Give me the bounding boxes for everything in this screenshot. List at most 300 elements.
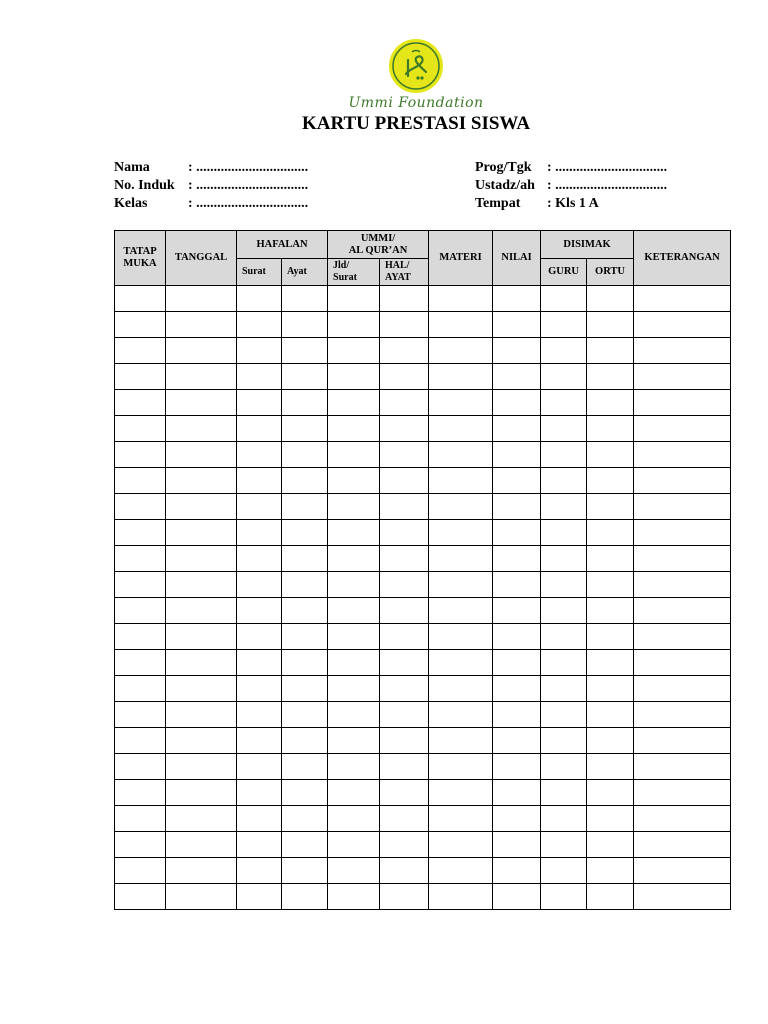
cell-materi[interactable]	[429, 728, 493, 754]
cell-tatap-muka[interactable]	[115, 884, 166, 910]
cell-keterangan[interactable]	[634, 754, 731, 780]
cell-ortu[interactable]	[587, 442, 634, 468]
cell-ortu[interactable]	[587, 754, 634, 780]
cell-guru[interactable]	[541, 416, 587, 442]
cell-ayat[interactable]	[282, 884, 328, 910]
table-row	[115, 520, 731, 546]
cell-tanggal[interactable]	[166, 806, 237, 832]
info-row-ustadz	[475, 177, 667, 195]
cell-materi[interactable]	[429, 624, 493, 650]
cell-jld-surat[interactable]	[328, 650, 380, 676]
cell-ayat[interactable]	[282, 572, 328, 598]
cell-tanggal[interactable]	[166, 728, 237, 754]
cell-nilai[interactable]	[493, 442, 541, 468]
cell-materi[interactable]	[429, 650, 493, 676]
cell-keterangan[interactable]	[634, 650, 731, 676]
cell-nilai[interactable]	[493, 806, 541, 832]
cell-jld-surat[interactable]	[328, 390, 380, 416]
table-row	[115, 416, 731, 442]
cell-jld-surat[interactable]	[328, 312, 380, 338]
cell-keterangan[interactable]	[634, 416, 731, 442]
table-row	[115, 442, 731, 468]
header-guru: GURU	[541, 259, 587, 286]
cell-hal-ayat[interactable]	[380, 780, 429, 806]
cell-tanggal[interactable]	[166, 858, 237, 884]
cell-keterangan[interactable]	[634, 286, 731, 312]
cell-keterangan[interactable]	[634, 598, 731, 624]
cell-surat[interactable]	[237, 780, 282, 806]
cell-nilai[interactable]	[493, 494, 541, 520]
cell-surat[interactable]	[237, 572, 282, 598]
header-hal-ayat	[380, 259, 429, 286]
cell-hal-ayat[interactable]	[380, 832, 429, 858]
table-body	[115, 286, 731, 910]
cell-nilai[interactable]	[493, 338, 541, 364]
cell-nilai[interactable]	[493, 650, 541, 676]
cell-ortu[interactable]	[587, 728, 634, 754]
cell-nilai[interactable]	[493, 624, 541, 650]
cell-guru[interactable]	[541, 520, 587, 546]
info-row-nama	[114, 159, 308, 177]
cell-guru[interactable]	[541, 286, 587, 312]
cell-ortu[interactable]	[587, 598, 634, 624]
cell-tatap-muka[interactable]	[115, 416, 166, 442]
cell-surat[interactable]	[237, 650, 282, 676]
cell-materi[interactable]	[429, 468, 493, 494]
cell-guru[interactable]	[541, 832, 587, 858]
cell-keterangan[interactable]	[634, 702, 731, 728]
cell-tatap-muka[interactable]	[115, 806, 166, 832]
cell-ayat[interactable]	[282, 702, 328, 728]
header-ummi-alquran	[328, 231, 429, 259]
cell-guru[interactable]	[541, 650, 587, 676]
cell-ortu[interactable]	[587, 650, 634, 676]
cell-tatap-muka[interactable]	[115, 702, 166, 728]
cell-nilai[interactable]	[493, 832, 541, 858]
brand-name: Ummi Foundation	[348, 95, 484, 111]
cell-hal-ayat[interactable]	[380, 442, 429, 468]
table-row	[115, 598, 731, 624]
cell-materi[interactable]	[429, 884, 493, 910]
header-materi: MATERI	[429, 231, 493, 286]
cell-keterangan[interactable]	[634, 728, 731, 754]
cell-nilai[interactable]	[493, 598, 541, 624]
cell-ortu[interactable]	[587, 364, 634, 390]
cell-tanggal[interactable]	[166, 884, 237, 910]
cell-keterangan[interactable]	[634, 468, 731, 494]
cell-tatap-muka[interactable]	[115, 572, 166, 598]
value-prog-tgk: : ................................	[547, 160, 668, 175]
cell-tanggal[interactable]	[166, 624, 237, 650]
cell-materi[interactable]	[429, 780, 493, 806]
cell-materi[interactable]	[429, 520, 493, 546]
cell-nilai[interactable]	[493, 702, 541, 728]
cell-keterangan[interactable]	[634, 884, 731, 910]
cell-tatap-muka[interactable]	[115, 624, 166, 650]
cell-surat[interactable]	[237, 390, 282, 416]
cell-tanggal[interactable]	[166, 494, 237, 520]
cell-hal-ayat[interactable]	[380, 468, 429, 494]
cell-materi[interactable]	[429, 546, 493, 572]
cell-guru[interactable]	[541, 546, 587, 572]
cell-guru[interactable]	[541, 702, 587, 728]
cell-surat[interactable]	[237, 754, 282, 780]
cell-surat[interactable]	[237, 728, 282, 754]
cell-tanggal[interactable]	[166, 416, 237, 442]
cell-nilai[interactable]	[493, 546, 541, 572]
cell-ortu[interactable]	[587, 338, 634, 364]
cell-nilai[interactable]	[493, 884, 541, 910]
cell-tatap-muka[interactable]	[115, 650, 166, 676]
cell-hal-ayat[interactable]	[380, 650, 429, 676]
cell-nilai[interactable]	[493, 754, 541, 780]
header-surat: Surat	[237, 259, 282, 286]
cell-hal-ayat[interactable]	[380, 338, 429, 364]
table-row	[115, 650, 731, 676]
cell-materi[interactable]	[429, 832, 493, 858]
cell-tanggal[interactable]	[166, 572, 237, 598]
cell-nilai[interactable]	[493, 364, 541, 390]
cell-nilai[interactable]	[493, 520, 541, 546]
cell-jld-surat[interactable]	[328, 702, 380, 728]
cell-hal-ayat[interactable]	[380, 598, 429, 624]
cell-tatap-muka[interactable]	[115, 364, 166, 390]
cell-guru[interactable]	[541, 598, 587, 624]
cell-ayat[interactable]	[282, 728, 328, 754]
cell-tanggal[interactable]	[166, 390, 237, 416]
cell-tatap-muka[interactable]	[115, 780, 166, 806]
cell-jld-surat[interactable]	[328, 598, 380, 624]
label-kelas: Kelas	[114, 196, 148, 211]
cell-nilai[interactable]	[493, 780, 541, 806]
cell-guru[interactable]	[541, 442, 587, 468]
cell-ortu[interactable]	[587, 390, 634, 416]
cell-nilai[interactable]	[493, 468, 541, 494]
header-jld: Jld/	[333, 260, 350, 271]
cell-ayat[interactable]	[282, 650, 328, 676]
cell-tanggal[interactable]	[166, 312, 237, 338]
cell-ortu[interactable]	[587, 780, 634, 806]
cell-tatap-muka[interactable]	[115, 338, 166, 364]
cell-materi[interactable]	[429, 702, 493, 728]
cell-ortu[interactable]	[587, 312, 634, 338]
cell-tatap-muka[interactable]	[115, 546, 166, 572]
cell-materi[interactable]	[429, 754, 493, 780]
table-row	[115, 624, 731, 650]
cell-surat[interactable]	[237, 884, 282, 910]
cell-guru[interactable]	[541, 858, 587, 884]
cell-tanggal[interactable]	[166, 520, 237, 546]
cell-ayat[interactable]	[282, 364, 328, 390]
cell-keterangan[interactable]	[634, 806, 731, 832]
cell-materi[interactable]	[429, 676, 493, 702]
cell-tatap-muka[interactable]	[115, 390, 166, 416]
table-row	[115, 806, 731, 832]
cell-ayat[interactable]	[282, 390, 328, 416]
cell-hal-ayat[interactable]	[380, 520, 429, 546]
cell-hal-ayat[interactable]	[380, 858, 429, 884]
cell-jld-surat[interactable]	[328, 780, 380, 806]
cell-jld-surat[interactable]	[328, 468, 380, 494]
info-row-no-induk	[114, 177, 308, 195]
table-row	[115, 286, 731, 312]
cell-ayat[interactable]	[282, 754, 328, 780]
cell-jld-surat[interactable]	[328, 754, 380, 780]
cell-tatap-muka[interactable]	[115, 728, 166, 754]
cell-surat[interactable]	[237, 286, 282, 312]
cell-ayat[interactable]	[282, 312, 328, 338]
cell-ortu[interactable]	[587, 286, 634, 312]
cell-jld-surat[interactable]	[328, 494, 380, 520]
cell-jld-surat[interactable]	[328, 806, 380, 832]
cell-tatap-muka[interactable]	[115, 832, 166, 858]
cell-hal-ayat[interactable]	[380, 390, 429, 416]
cell-ayat[interactable]	[282, 546, 328, 572]
cell-keterangan[interactable]	[634, 390, 731, 416]
cell-keterangan[interactable]	[634, 546, 731, 572]
cell-materi[interactable]	[429, 390, 493, 416]
cell-guru[interactable]	[541, 676, 587, 702]
header-hal: HAL/	[385, 260, 410, 271]
cell-jld-surat[interactable]	[328, 546, 380, 572]
cell-tanggal[interactable]	[166, 676, 237, 702]
cell-nilai[interactable]	[493, 858, 541, 884]
cell-ortu[interactable]	[587, 546, 634, 572]
cell-keterangan[interactable]	[634, 312, 731, 338]
cell-ortu[interactable]	[587, 858, 634, 884]
cell-materi[interactable]	[429, 286, 493, 312]
cell-tanggal[interactable]	[166, 754, 237, 780]
cell-hal-ayat[interactable]	[380, 806, 429, 832]
cell-hal-ayat[interactable]	[380, 546, 429, 572]
cell-keterangan[interactable]	[634, 520, 731, 546]
cell-ayat[interactable]	[282, 520, 328, 546]
cell-ayat[interactable]	[282, 416, 328, 442]
cell-jld-surat[interactable]	[328, 858, 380, 884]
cell-ayat[interactable]	[282, 780, 328, 806]
cell-hal-ayat[interactable]	[380, 676, 429, 702]
cell-tanggal[interactable]	[166, 832, 237, 858]
cell-jld-surat[interactable]	[328, 832, 380, 858]
cell-materi[interactable]	[429, 312, 493, 338]
cell-ayat[interactable]	[282, 338, 328, 364]
cell-tatap-muka[interactable]	[115, 676, 166, 702]
cell-surat[interactable]	[237, 416, 282, 442]
cell-jld-surat[interactable]	[328, 286, 380, 312]
cell-tatap-muka[interactable]	[115, 754, 166, 780]
cell-jld-surat[interactable]	[328, 364, 380, 390]
cell-ortu[interactable]	[587, 468, 634, 494]
cell-keterangan[interactable]	[634, 364, 731, 390]
cell-jld-surat[interactable]	[328, 520, 380, 546]
cell-surat[interactable]	[237, 312, 282, 338]
table-row	[115, 390, 731, 416]
cell-surat[interactable]	[237, 858, 282, 884]
cell-keterangan[interactable]	[634, 624, 731, 650]
cell-ayat[interactable]	[282, 676, 328, 702]
cell-nilai[interactable]	[493, 390, 541, 416]
cell-hal-ayat[interactable]	[380, 312, 429, 338]
cell-jld-surat[interactable]	[328, 442, 380, 468]
cell-materi[interactable]	[429, 806, 493, 832]
cell-surat[interactable]	[237, 494, 282, 520]
cell-ortu[interactable]	[587, 806, 634, 832]
cell-jld-surat[interactable]	[328, 624, 380, 650]
cell-ortu[interactable]	[587, 676, 634, 702]
cell-hal-ayat[interactable]	[380, 572, 429, 598]
cell-keterangan[interactable]	[634, 494, 731, 520]
cell-materi[interactable]	[429, 598, 493, 624]
cell-tatap-muka[interactable]	[115, 468, 166, 494]
cell-surat[interactable]	[237, 624, 282, 650]
cell-hal-ayat[interactable]	[380, 286, 429, 312]
cell-surat[interactable]	[237, 676, 282, 702]
cell-jld-surat[interactable]	[328, 572, 380, 598]
cell-keterangan[interactable]	[634, 858, 731, 884]
cell-surat[interactable]	[237, 598, 282, 624]
cell-surat[interactable]	[237, 468, 282, 494]
cell-tanggal[interactable]	[166, 650, 237, 676]
label-tempat: Tempat	[475, 196, 521, 211]
cell-tatap-muka[interactable]	[115, 858, 166, 884]
cell-hal-ayat[interactable]	[380, 884, 429, 910]
cell-keterangan[interactable]	[634, 832, 731, 858]
cell-ayat[interactable]	[282, 598, 328, 624]
cell-ortu[interactable]	[587, 702, 634, 728]
cell-guru[interactable]	[541, 728, 587, 754]
cell-keterangan[interactable]	[634, 780, 731, 806]
cell-hal-ayat[interactable]	[380, 364, 429, 390]
cell-tatap-muka[interactable]	[115, 598, 166, 624]
cell-ortu[interactable]	[587, 884, 634, 910]
table-row	[115, 832, 731, 858]
cell-materi[interactable]	[429, 416, 493, 442]
cell-guru[interactable]	[541, 390, 587, 416]
cell-ayat[interactable]	[282, 286, 328, 312]
cell-ayat[interactable]	[282, 624, 328, 650]
cell-ortu[interactable]	[587, 520, 634, 546]
table-row	[115, 468, 731, 494]
table-row	[115, 702, 731, 728]
cell-guru[interactable]	[541, 572, 587, 598]
cell-nilai[interactable]	[493, 416, 541, 442]
cell-ayat[interactable]	[282, 858, 328, 884]
table-row	[115, 728, 731, 754]
cell-materi[interactable]	[429, 442, 493, 468]
cell-tatap-muka[interactable]	[115, 494, 166, 520]
cell-hal-ayat[interactable]	[380, 624, 429, 650]
cell-nilai[interactable]	[493, 286, 541, 312]
cell-hal-ayat[interactable]	[380, 754, 429, 780]
cell-keterangan[interactable]	[634, 338, 731, 364]
cell-surat[interactable]	[237, 338, 282, 364]
value-nama: : ................................	[188, 160, 309, 175]
cell-guru[interactable]	[541, 624, 587, 650]
cell-tatap-muka[interactable]	[115, 312, 166, 338]
cell-tatap-muka[interactable]	[115, 442, 166, 468]
cell-surat[interactable]	[237, 806, 282, 832]
cell-keterangan[interactable]	[634, 442, 731, 468]
cell-tanggal[interactable]	[166, 286, 237, 312]
cell-keterangan[interactable]	[634, 572, 731, 598]
cell-ortu[interactable]	[587, 416, 634, 442]
cell-tanggal[interactable]	[166, 442, 237, 468]
cell-keterangan[interactable]	[634, 676, 731, 702]
cell-ayat[interactable]	[282, 806, 328, 832]
cell-tanggal[interactable]	[166, 598, 237, 624]
cell-guru[interactable]	[541, 338, 587, 364]
cell-hal-ayat[interactable]	[380, 728, 429, 754]
cell-surat[interactable]	[237, 832, 282, 858]
cell-guru[interactable]	[541, 780, 587, 806]
cell-jld-surat[interactable]	[328, 338, 380, 364]
cell-nilai[interactable]	[493, 728, 541, 754]
cell-tanggal[interactable]	[166, 546, 237, 572]
cell-guru[interactable]	[541, 806, 587, 832]
cell-surat[interactable]	[237, 702, 282, 728]
info-row-tempat	[475, 195, 667, 213]
cell-materi[interactable]	[429, 338, 493, 364]
cell-nilai[interactable]	[493, 572, 541, 598]
cell-ortu[interactable]	[587, 572, 634, 598]
cell-tanggal[interactable]	[166, 364, 237, 390]
cell-hal-ayat[interactable]	[380, 494, 429, 520]
cell-tatap-muka[interactable]	[115, 520, 166, 546]
cell-guru[interactable]	[541, 364, 587, 390]
cell-ayat[interactable]	[282, 468, 328, 494]
header-hal-ayat-2: AYAT	[385, 272, 411, 283]
cell-tanggal[interactable]	[166, 468, 237, 494]
cell-guru[interactable]	[541, 312, 587, 338]
cell-tanggal[interactable]	[166, 780, 237, 806]
cell-jld-surat[interactable]	[328, 884, 380, 910]
cell-nilai[interactable]	[493, 312, 541, 338]
cell-tatap-muka[interactable]	[115, 286, 166, 312]
cell-surat[interactable]	[237, 364, 282, 390]
cell-surat[interactable]	[237, 546, 282, 572]
cell-surat[interactable]	[237, 442, 282, 468]
cell-ortu[interactable]	[587, 832, 634, 858]
cell-hal-ayat[interactable]	[380, 416, 429, 442]
cell-surat[interactable]	[237, 520, 282, 546]
cell-materi[interactable]	[429, 494, 493, 520]
cell-ayat[interactable]	[282, 494, 328, 520]
cell-jld-surat[interactable]	[328, 676, 380, 702]
cell-nilai[interactable]	[493, 676, 541, 702]
cell-ayat[interactable]	[282, 832, 328, 858]
header-disimak: DISIMAK	[541, 231, 634, 259]
cell-guru[interactable]	[541, 494, 587, 520]
cell-guru[interactable]	[541, 884, 587, 910]
label-nama: Nama	[114, 160, 150, 175]
cell-jld-surat[interactable]	[328, 728, 380, 754]
cell-ayat[interactable]	[282, 442, 328, 468]
cell-guru[interactable]	[541, 754, 587, 780]
cell-hal-ayat[interactable]	[380, 702, 429, 728]
cell-ortu[interactable]	[587, 494, 634, 520]
table-row	[115, 364, 731, 390]
cell-jld-surat[interactable]	[328, 416, 380, 442]
cell-guru[interactable]	[541, 468, 587, 494]
cell-ortu[interactable]	[587, 624, 634, 650]
header-ummi: UMMI/	[360, 232, 396, 244]
cell-materi[interactable]	[429, 858, 493, 884]
cell-materi[interactable]	[429, 364, 493, 390]
value-no-induk: : ................................	[188, 178, 309, 193]
cell-tanggal[interactable]	[166, 702, 237, 728]
cell-materi[interactable]	[429, 572, 493, 598]
cell-tanggal[interactable]	[166, 338, 237, 364]
